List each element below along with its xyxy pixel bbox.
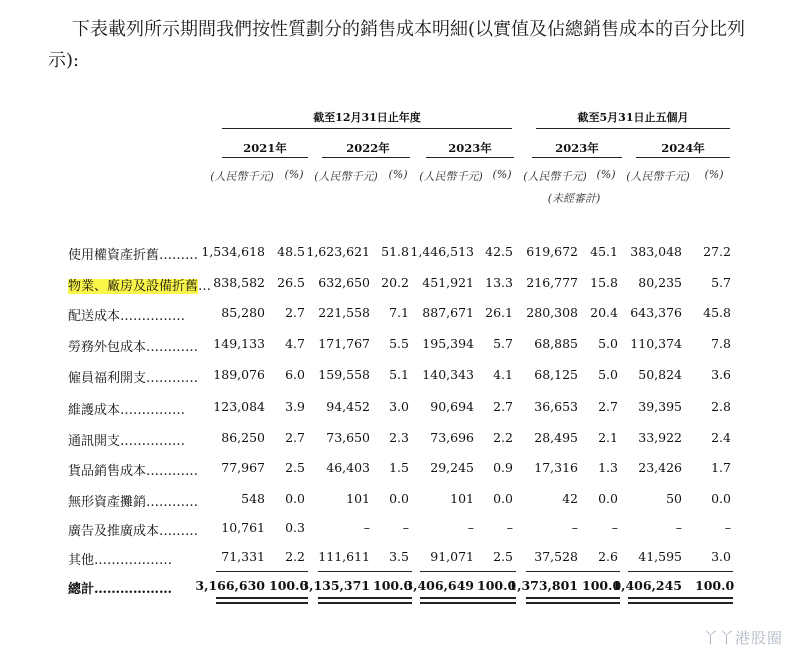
percent-cell: 1.7: [711, 460, 731, 475]
percent-cell: 0.9: [493, 460, 513, 475]
amount-cell: –: [467, 520, 474, 535]
unit-pct-2023-five-months: (%): [596, 168, 616, 181]
percent-cell: 5.7: [493, 336, 513, 351]
percent-cell: 2.2: [493, 430, 513, 445]
table-row: [0, 399, 795, 421]
year-rule-4: [532, 157, 622, 158]
amount-cell: 101: [450, 491, 474, 506]
year-2024-five-months: 2024年: [661, 141, 705, 155]
row-label: [68, 549, 172, 568]
amount-cell: –: [675, 520, 682, 535]
amount-cell: 171,767: [318, 336, 370, 351]
amount-cell: 1,406,245: [612, 578, 682, 593]
percent-cell: 2.5: [285, 460, 305, 475]
amount-cell: –: [571, 520, 578, 535]
subtotal-rule: [628, 571, 733, 572]
percent-cell: 20.4: [590, 305, 618, 320]
percent-cell: 0.3: [285, 520, 305, 535]
leader-dots: ………: [159, 248, 199, 263]
percent-cell: 2.7: [493, 399, 513, 414]
amount-cell: –: [363, 520, 370, 535]
percent-cell: 15.8: [590, 275, 618, 290]
amount-cell: 111,611: [318, 549, 370, 564]
percent-cell: –: [402, 520, 409, 535]
leader-dots: ………: [159, 524, 199, 539]
row-label-text: 總計: [68, 582, 95, 597]
percent-cell: 1.3: [598, 460, 618, 475]
table-row: [0, 367, 795, 389]
unit-pct-2023: (%): [492, 168, 512, 181]
percent-cell: 6.0: [285, 367, 305, 382]
percent-cell: 2.5: [493, 549, 513, 564]
percent-cell: –: [506, 520, 513, 535]
header-five-months: 截至5月31日止五個月: [577, 111, 689, 124]
amount-cell: 1,446,513: [410, 244, 474, 259]
percent-cell: 45.8: [703, 305, 731, 320]
row-label-text: 無形資產攤銷: [68, 495, 147, 510]
percent-cell: 2.8: [711, 399, 731, 414]
subtotal-rule: [318, 571, 412, 572]
amount-cell: 216,777: [526, 275, 578, 290]
table-row: [0, 460, 795, 482]
amount-cell: 46,403: [326, 460, 370, 475]
amount-cell: 451,921: [422, 275, 474, 290]
unit-rmb-2024: (人民幣千元): [626, 170, 690, 183]
amount-cell: 73,696: [430, 430, 474, 445]
percent-cell: 100.0: [695, 578, 735, 593]
unit-pct-2021: (%): [284, 168, 304, 181]
amount-cell: 1,534,618: [201, 244, 265, 259]
year-rule-3: [426, 157, 514, 158]
row-label: [68, 336, 198, 355]
row-label-text: 廣告及推廣成本: [68, 524, 160, 539]
leader-dots: ……………: [120, 309, 186, 324]
percent-cell: 0.0: [389, 491, 409, 506]
table-row: [0, 549, 795, 571]
row-label-text: 貨品銷售成本: [68, 464, 147, 479]
table-row: [0, 275, 795, 297]
percent-cell: 1.5: [389, 460, 409, 475]
amount-cell: 33,922: [638, 430, 682, 445]
percent-cell: 0.0: [598, 491, 618, 506]
table-row: [0, 244, 795, 266]
year-2021: 2021年: [243, 141, 287, 155]
percent-cell: 7.1: [389, 305, 409, 320]
leader-dots: ……………: [120, 403, 186, 418]
amount-cell: 189,076: [213, 367, 265, 382]
unit-rmb-2022: (人民幣千元): [314, 170, 378, 183]
percent-cell: 27.2: [703, 244, 731, 259]
total-double-rule: [420, 597, 516, 599]
amount-cell: 68,125: [534, 367, 578, 382]
percent-cell: 2.7: [598, 399, 618, 414]
row-label: [68, 520, 198, 539]
year-rule-2: [322, 157, 410, 158]
row-label: [68, 399, 185, 418]
leader-dots: …………: [146, 495, 199, 510]
amount-cell: 50,824: [638, 367, 682, 382]
amount-cell: 110,374: [630, 336, 682, 351]
percent-cell: 5.0: [598, 336, 618, 351]
percent-cell: –: [724, 520, 731, 535]
percent-cell: 3.6: [711, 367, 731, 382]
amount-cell: 195,394: [422, 336, 474, 351]
percent-cell: 3.9: [285, 399, 305, 414]
percent-cell: 5.7: [711, 275, 731, 290]
watermark-text: 丫丫港股圈: [702, 629, 783, 647]
row-label: [68, 244, 198, 263]
percent-cell: 26.5: [277, 275, 305, 290]
row-label-text: 維護成本: [68, 403, 121, 418]
percent-cell: 4.7: [285, 336, 305, 351]
unit-rmb-2023-five-months: (人民幣千元): [523, 170, 587, 183]
unit-pct-2022: (%): [388, 168, 408, 181]
table-row: [0, 336, 795, 358]
percent-cell: 2.1: [598, 430, 618, 445]
unaudited-note: (未經審計): [547, 192, 601, 205]
percent-cell: 2.3: [389, 430, 409, 445]
amount-cell: 3,166,630: [195, 578, 265, 593]
amount-cell: 90,694: [430, 399, 474, 414]
amount-cell: 548: [241, 491, 265, 506]
amount-cell: 71,331: [221, 549, 265, 564]
amount-cell: 140,343: [422, 367, 474, 382]
unit-pct-2024: (%): [704, 168, 724, 181]
percent-cell: 2.4: [711, 430, 731, 445]
percent-cell: 48.5: [277, 244, 305, 259]
year-rule-5: [636, 157, 730, 158]
amount-cell: 10,761: [221, 520, 265, 535]
total-double-rule: [628, 597, 733, 599]
percent-cell: 2.2: [285, 549, 305, 564]
amount-cell: 37,528: [534, 549, 578, 564]
total-double-rule: [216, 597, 308, 599]
table-row: [0, 491, 795, 513]
leader-dots: …: [198, 279, 212, 294]
total-double-rule: [318, 602, 412, 604]
table-row: [0, 305, 795, 327]
year-2022: 2022年: [346, 141, 390, 155]
row-label: [68, 305, 185, 324]
row-label-text: 僱員福利開支: [68, 371, 147, 386]
percent-cell: 2.7: [285, 305, 305, 320]
amount-cell: 68,885: [534, 336, 578, 351]
row-label-text: 通訊開支: [68, 434, 121, 449]
amount-cell: 159,558: [318, 367, 370, 382]
total-double-rule: [526, 597, 620, 599]
amount-cell: 838,582: [213, 275, 265, 290]
amount-cell: 619,672: [526, 244, 578, 259]
amount-cell: 85,280: [221, 305, 265, 320]
amount-cell: 29,245: [430, 460, 474, 475]
amount-cell: 149,133: [213, 336, 265, 351]
percent-cell: 4.1: [493, 367, 513, 382]
row-label-text: 物業、廠房及設備折舊: [68, 279, 199, 294]
amount-cell: 17,316: [534, 460, 578, 475]
amount-cell: 887,671: [422, 305, 474, 320]
percent-cell: 100.0: [373, 578, 413, 593]
amount-cell: 50: [666, 491, 682, 506]
amount-cell: 42: [562, 491, 578, 506]
percent-cell: –: [611, 520, 618, 535]
row-label: [68, 430, 185, 449]
amount-cell: 86,250: [221, 430, 265, 445]
total-double-rule: [628, 602, 733, 604]
percent-cell: 0.0: [285, 491, 305, 506]
amount-cell: 632,650: [318, 275, 370, 290]
percent-cell: 13.3: [485, 275, 513, 290]
percent-cell: 3.5: [389, 549, 409, 564]
amount-cell: 1,373,801: [508, 578, 578, 593]
amount-cell: 101: [346, 491, 370, 506]
subtotal-rule: [526, 571, 620, 572]
year-rule-1: [222, 157, 308, 158]
row-label: [68, 460, 198, 479]
amount-cell: 3,135,371: [300, 578, 370, 593]
amount-cell: 1,623,621: [306, 244, 370, 259]
amount-cell: 280,308: [526, 305, 578, 320]
percent-cell: 42.5: [485, 244, 513, 259]
amount-cell: 28,495: [534, 430, 578, 445]
percent-cell: 5.1: [389, 367, 409, 382]
unit-rmb-2023: (人民幣千元): [419, 170, 483, 183]
row-label: [68, 491, 198, 510]
amount-cell: 73,650: [326, 430, 370, 445]
leader-dots: ………………: [94, 582, 173, 597]
percent-cell: 5.0: [598, 367, 618, 382]
percent-cell: 0.0: [711, 491, 731, 506]
row-label: [68, 275, 211, 294]
header-year-end: 截至12月31日止年度: [313, 111, 421, 124]
amount-cell: 94,452: [326, 399, 370, 414]
table-row: [0, 430, 795, 452]
group2-rule: [536, 128, 730, 129]
amount-cell: 3,406,649: [404, 578, 474, 593]
subtotal-rule: [420, 571, 516, 572]
total-double-rule: [420, 602, 516, 604]
leader-dots: …………: [146, 340, 199, 355]
total-double-rule: [526, 602, 620, 604]
row-label-text: 使用權資產折舊: [68, 248, 160, 263]
percent-cell: 7.8: [711, 336, 731, 351]
percent-cell: 2.6: [598, 549, 618, 564]
amount-cell: 39,395: [638, 399, 682, 414]
percent-cell: 3.0: [711, 549, 731, 564]
leader-dots: ……………: [120, 434, 186, 449]
percent-cell: 51.8: [381, 244, 409, 259]
percent-cell: 100.0: [269, 578, 309, 593]
leader-dots: …………: [146, 371, 199, 386]
year-2023-five-months: 2023年: [555, 141, 599, 155]
subtotal-rule: [216, 571, 308, 572]
amount-cell: 91,071: [430, 549, 474, 564]
percent-cell: 100.0: [477, 578, 517, 593]
percent-cell: 5.5: [389, 336, 409, 351]
percent-cell: 2.7: [285, 430, 305, 445]
unit-rmb-2021: (人民幣千元): [210, 170, 274, 183]
total-double-rule: [318, 597, 412, 599]
percent-cell: 26.1: [485, 305, 513, 320]
percent-cell: 0.0: [493, 491, 513, 506]
row-label-text: 其他: [68, 553, 95, 568]
year-2023: 2023年: [448, 141, 492, 155]
intro-paragraph: 下表載列所示期間我們按性質劃分的銷售成本明細(以實值及佔總銷售成本的百分比列示):: [48, 19, 746, 71]
amount-cell: 23,426: [638, 460, 682, 475]
row-label-text: 配送成本: [68, 309, 121, 324]
percent-cell: 20.2: [381, 275, 409, 290]
percent-cell: 100.0: [582, 578, 622, 593]
amount-cell: 221,558: [318, 305, 370, 320]
row-label: [68, 367, 198, 386]
percent-cell: 45.1: [590, 244, 618, 259]
amount-cell: 383,048: [630, 244, 682, 259]
amount-cell: 77,967: [221, 460, 265, 475]
amount-cell: 36,653: [534, 399, 578, 414]
table-row: [0, 520, 795, 542]
amount-cell: 643,376: [630, 305, 682, 320]
amount-cell: 41,595: [638, 549, 682, 564]
amount-cell: 123,084: [213, 399, 265, 414]
percent-cell: 3.0: [389, 399, 409, 414]
row-label-text: 勞務外包成本: [68, 340, 147, 355]
total-double-rule: [216, 602, 308, 604]
group1-rule: [222, 128, 512, 129]
row-label: [68, 578, 172, 597]
leader-dots: …………: [146, 464, 199, 479]
amount-cell: 80,235: [638, 275, 682, 290]
leader-dots: ………………: [94, 553, 173, 568]
